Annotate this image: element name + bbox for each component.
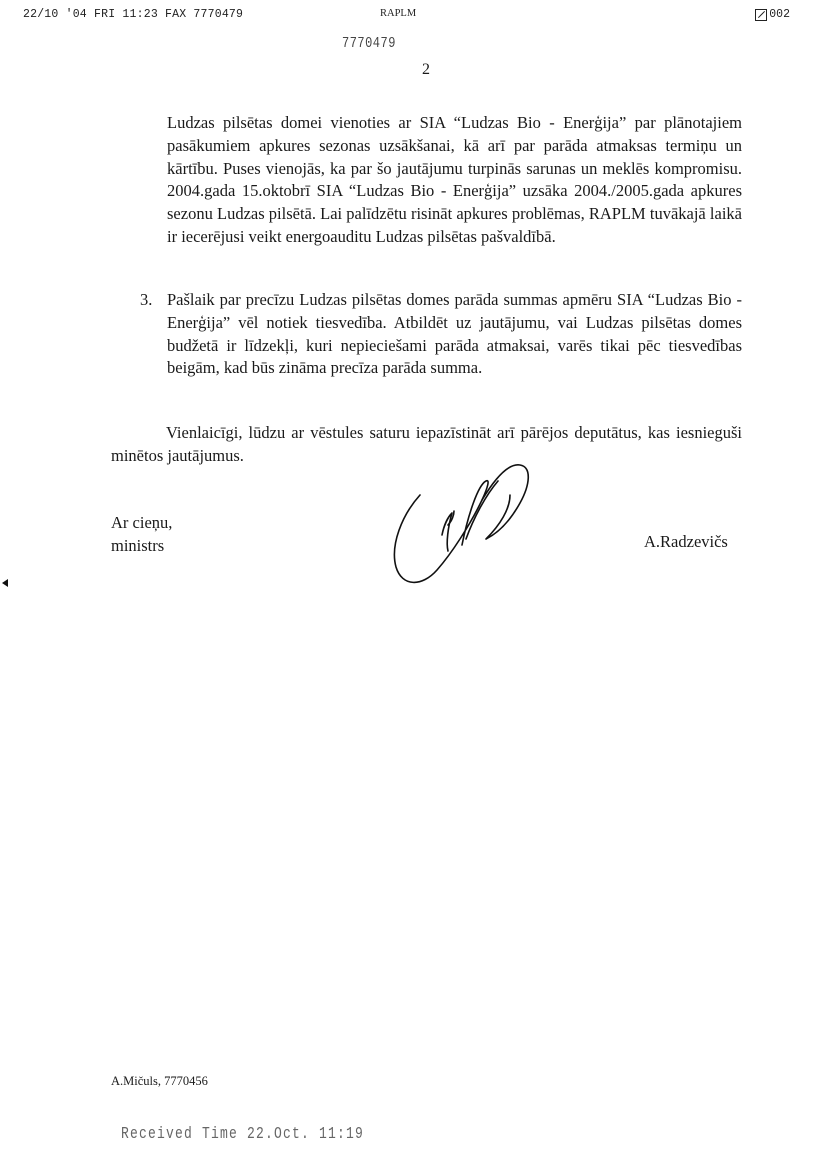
letter-paragraph-1: Ludzas pilsētas domei vienoties ar SIA “Ludzas Bio - Enerģija” par plānotajiem pasākumiem apkures sezonas uzsākšanai, kā arī par parāda atmaksas termiņu un kārtību. Puses vienojās, ka par šo jautājumu turpinās sarunas un meklēs kompromisu. 2004.gada 15.oktobrī SIA “Ludzas Bio - Enerģija” uzsāka 2004./2005.gada apkures sezonu Ludzas pilsētā. Lai palīdzētu risināt apkures problēmas, RAPLM tuvākajā laikā ir iecerējusi veikt energoauditu Ludzas pilsētas pašvaldībā. bbox=[167, 113, 742, 246]
fax-page-counter bbox=[755, 8, 790, 21]
fax-header bbox=[0, 6, 820, 24]
signatory-title: ministrs bbox=[111, 535, 165, 555]
handwritten-signature bbox=[382, 455, 542, 595]
document-author: A.Mičuls, 7770456 bbox=[111, 1074, 208, 1088]
page-number: 2 bbox=[422, 61, 430, 78]
closing-block bbox=[111, 512, 172, 557]
closing-paragraph: Vienlaicīgi, lūdzu ar vēstules saturu iepazīstināt arī pārējos deputātus, kas iesnieguši minētos jautājumus. bbox=[111, 423, 742, 465]
numbered-item-3 bbox=[140, 289, 742, 380]
fax-received-time: Received Time 22.Oct. 11:19 bbox=[121, 1124, 365, 1143]
margin-arrow-icon bbox=[2, 579, 8, 587]
fax-page-number: 002 bbox=[769, 8, 790, 21]
stamp-number: 7770479 bbox=[342, 34, 396, 52]
item-text: Pašlaik par precīzu Ludzas pilsētas domes parāda summas apmēru SIA “Ludzas Bio - Enerģija” vēl notiek tiesvedība. Atbildēt uz jautājumu, vai Ludzas pilsētas domes budžetā ir līdzekļi, kuri nepieciešami parāda atmaksai, varēs tikai pēc tiesvedības beigām, kad būs zināma precīza parāda summa. bbox=[167, 290, 742, 378]
item-number: 3. bbox=[140, 290, 153, 309]
fax-transmission-line: 22/10 '04 FRI 11:23 FAX 7770479 bbox=[23, 8, 244, 21]
fax-sender-id: RAPLM bbox=[380, 8, 417, 19]
salutation: Ar cieņu, bbox=[111, 513, 173, 532]
fax-page-box-icon bbox=[755, 9, 767, 21]
signatory-name: A.Radzevičs bbox=[644, 532, 728, 551]
